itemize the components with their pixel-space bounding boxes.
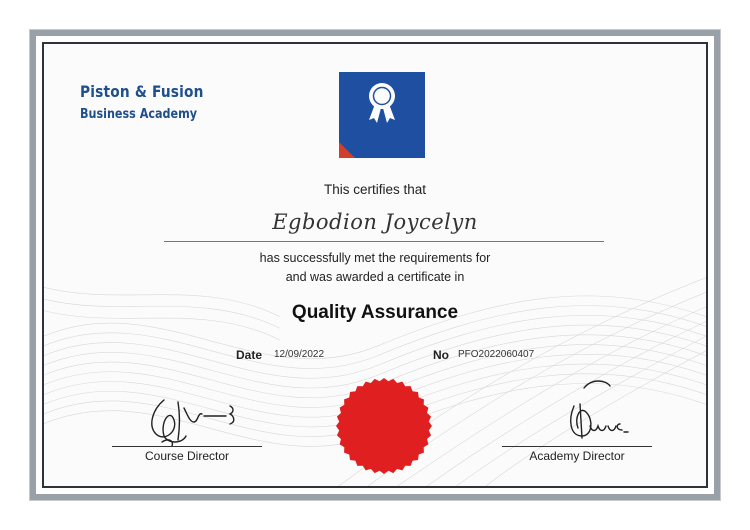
date-value: 12/09/2022 <box>274 349 325 360</box>
academy-name-line1: Piston & Fusion <box>80 82 204 101</box>
course-director-title: Course Director <box>144 449 230 463</box>
course-director-signature <box>134 392 244 448</box>
academy-director-line <box>502 446 652 447</box>
academy-director-signature <box>534 376 634 450</box>
certificate-number-label: No <box>433 348 449 362</box>
requirement-line2: and was awarded a certificate in <box>285 270 465 284</box>
course-director-line <box>112 446 262 447</box>
course-title: Quality Assurance <box>291 302 459 323</box>
certificate-inner-frame <box>42 42 708 488</box>
academy-name-line2: Business Academy <box>80 107 198 122</box>
academy-logo <box>80 82 224 122</box>
requirement-text <box>44 249 706 287</box>
certificate-number-value: PFO2022060407 <box>458 349 535 360</box>
certificate-outer-frame <box>30 30 720 500</box>
requirement-line1: has successfully met the requirements for <box>259 251 491 265</box>
award-ribbon-icon <box>339 72 425 158</box>
certifies-intro: This certifies that <box>323 182 427 197</box>
date-label: Date <box>236 348 263 362</box>
academy-director-title: Academy Director <box>529 449 625 463</box>
recipient-name: Egbodion Joycelyn <box>272 210 478 234</box>
recipient-underline <box>164 241 604 242</box>
red-seal-icon <box>334 376 434 476</box>
